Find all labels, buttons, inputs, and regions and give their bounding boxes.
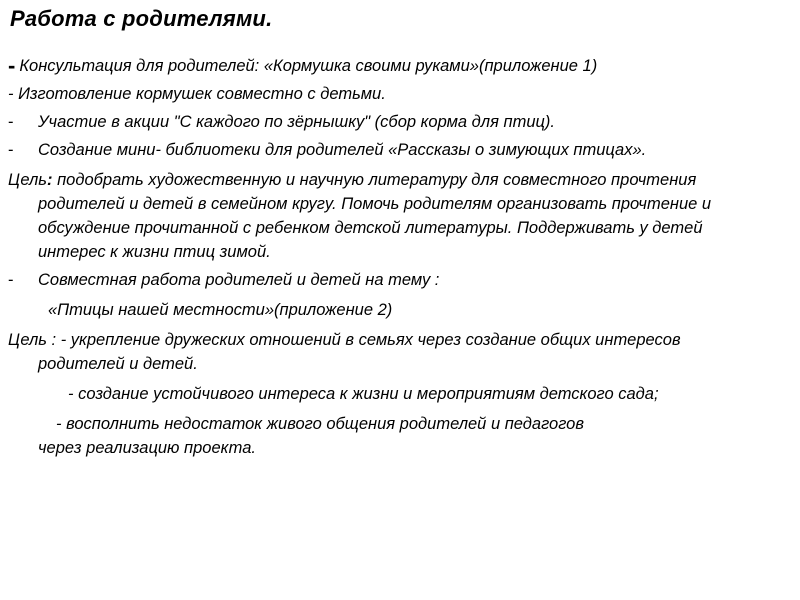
goal-paragraph-1	[8, 168, 768, 264]
consultation-line	[8, 52, 768, 78]
goal-label: Цель	[8, 171, 47, 189]
list-item-text: Создание мини- библиотеки для родителей «Рассказы о зимующих птицах».	[38, 141, 647, 159]
theme-line: «Птицы нашей местности»(приложение 2)	[48, 301, 393, 319]
list-item	[8, 268, 768, 292]
page-title: Работа с родителями.	[10, 6, 273, 31]
list-item	[8, 138, 768, 162]
list-item-text: Участие в акции "С каждого по зёрнышку" (сбор корма для птиц).	[38, 113, 556, 131]
goal-text: подобрать художественную и научную литературу для совместного прочтения родителей и детей в семейном кругу. Помочь родителям организовать прочтение и обсуждение прочитанной с ребенком детской литературы. Поддерживать у детей интерес к жизни птиц зимой.	[38, 171, 712, 261]
goal-colon: :	[46, 171, 53, 189]
sub-goal-2-line-1: - восполнить недостаток живого общения родителей и педагогов	[56, 415, 584, 433]
consultation-dash: -	[8, 53, 16, 78]
sub-goal-1: - создание устойчивого интереса к жизни и мероприятиям детского сада;	[68, 385, 659, 403]
feeders-line: - Изготовление кормушек совместно с детьми.	[8, 85, 386, 103]
document-body	[8, 52, 768, 460]
bullet-dash: -	[8, 113, 14, 131]
list-item	[8, 110, 768, 134]
consultation-text: Консультация для родителей: «Кормушка своими руками»(приложение 1)	[19, 57, 598, 75]
bullet-dash: -	[8, 141, 14, 159]
slide	[8, 0, 788, 600]
sub-goal-2-line-2: через реализацию проекта.	[38, 439, 256, 457]
bullet-dash: -	[8, 271, 14, 289]
goal-paragraph-2: Цель : - укрепление дружеских отношений в семьях через создание общих интересов родителей и детей.	[8, 331, 681, 373]
list-item-text: Совместная работа родителей и детей на тему :	[38, 271, 440, 289]
